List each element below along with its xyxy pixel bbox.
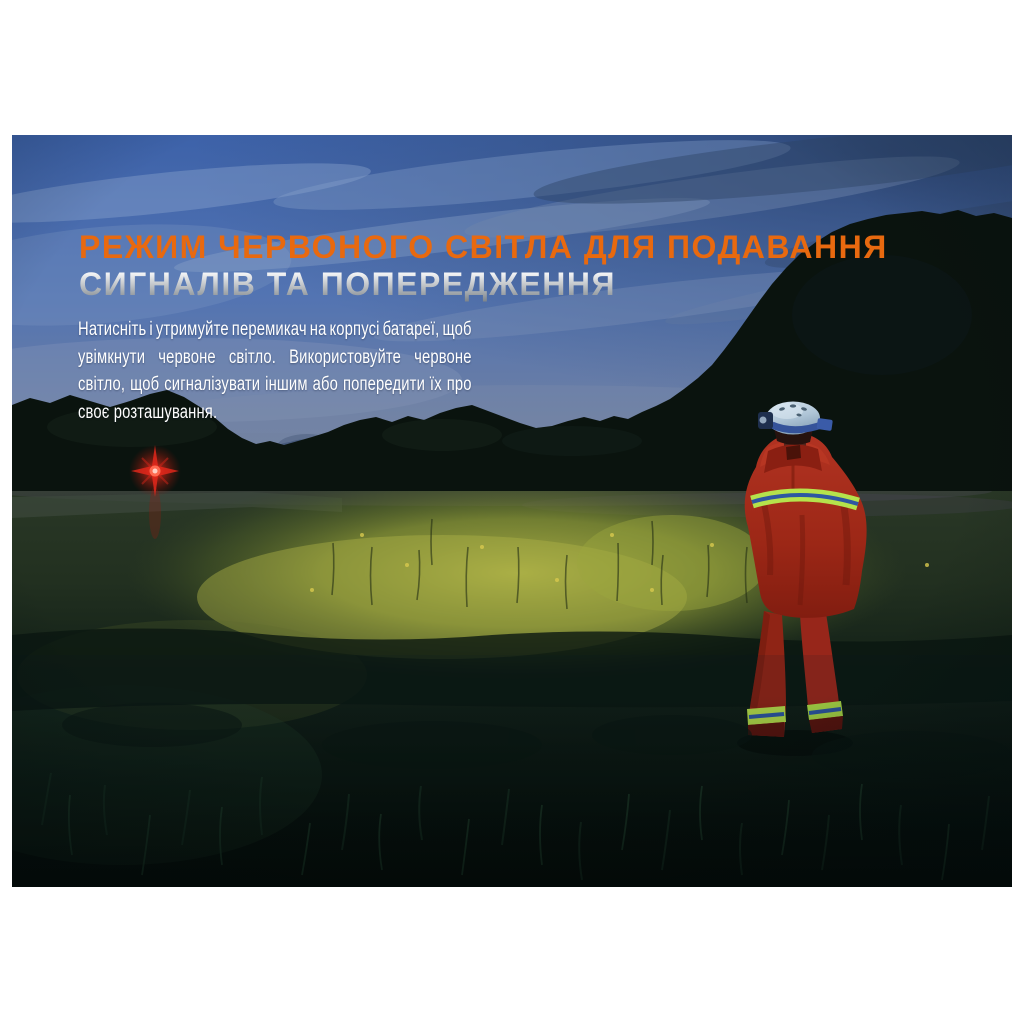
headline-line-1: РЕЖИМ ЧЕРВОНОГО СВІТЛА ДЛЯ ПОДАВАННЯ <box>79 229 888 265</box>
body-line: своє розташування. <box>78 401 218 423</box>
text-overlay <box>79 229 939 426</box>
hero-photo <box>12 135 1012 887</box>
body-line: Натисніть і утримуйте перемикач на корпусі батареї, щоб <box>78 319 472 340</box>
body-line: світло, щоб сигналізувати іншим або попередити їх про <box>78 374 472 395</box>
body-line: увімкнути червоне світло. Використовуйте червоне <box>78 346 472 368</box>
body-paragraph <box>78 316 472 426</box>
headline-line-2: СИГНАЛІВ ТА ПОПЕРЕДЖЕННЯ <box>79 266 939 303</box>
